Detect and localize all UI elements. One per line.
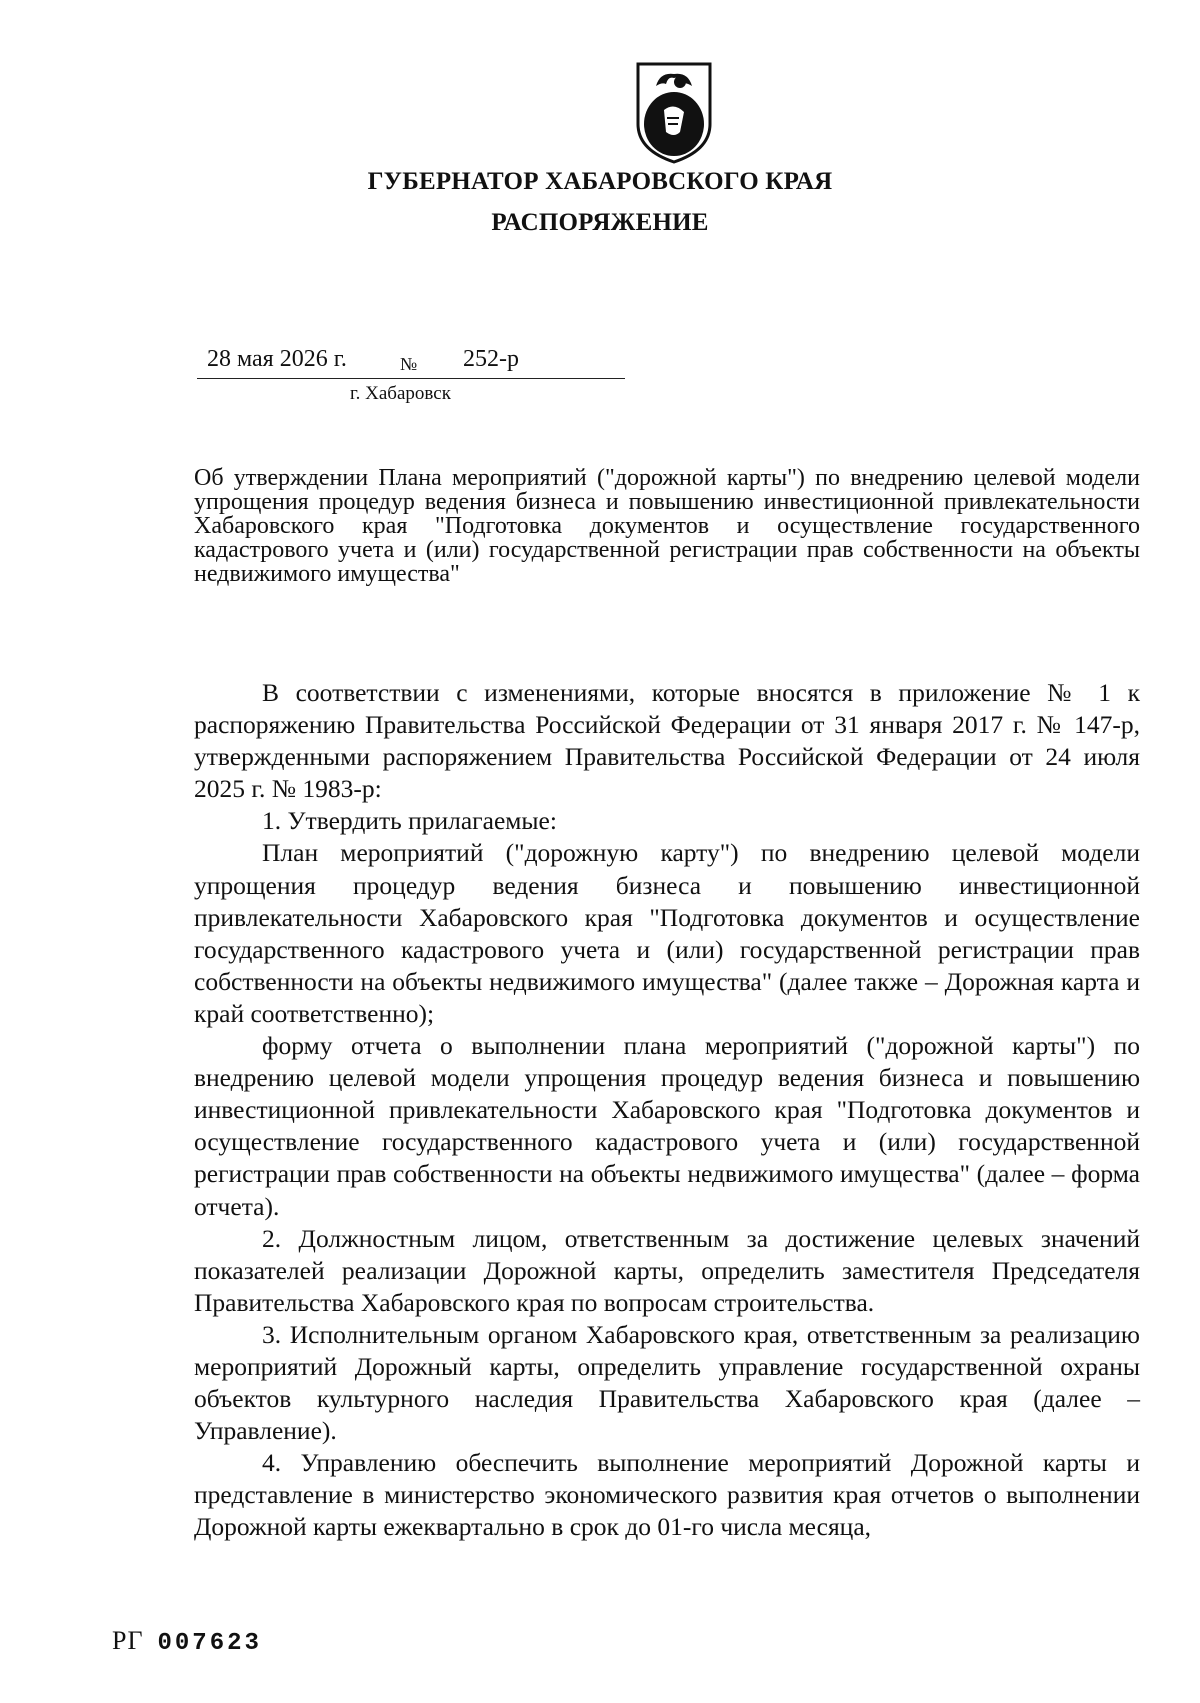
- body-paragraph: 4. Управлению обеспечить выполнение мероприятий Дорожной карты и представление в министерство экономического развития края отчетов о выполнении Дорожной карты ежеквартально в срок до 01-го числа месяца,: [194, 1448, 1140, 1542]
- body-paragraph: 3. Исполнительным органом Хабаровского края, ответственным за реализацию мероприятий Дорожный карты, определить управление государственной охраны объектов культурного наследия Правительства Хабаровского края (далее – Управление).: [194, 1319, 1140, 1446]
- authority-title: ГУБЕРНАТОР ХАБАРОВСКОГО КРАЯ: [367, 168, 833, 195]
- document-type-title: РАСПОРЯЖЕНИЕ: [491, 209, 709, 236]
- date-underline: [197, 378, 625, 379]
- body-paragraph: форму отчета о выполнении плана мероприятий ("дорожной карты") по внедрению целевой модели упрощения процедур ведения бизнеса и повышению инвестиционной привлекательности Хабаровского края "Подготовка документов и осуществление государственного кадастрового учета и (или) государственной регистрации прав собственности на объекты недвижимого имущества" (далее – форма отчета).: [194, 1031, 1140, 1221]
- document-body: [194, 677, 1140, 1544]
- coat-of-arms-icon: [634, 62, 714, 164]
- form-series: РГ: [112, 1626, 144, 1655]
- document-city: г. Хабаровск: [350, 383, 451, 404]
- body-paragraph: План мероприятий ("дорожную карту") по внедрению целевой модели упрощения процедур ведения бизнеса и повышению инвестиционной привлекательности Хабаровского края "Подготовка документов и осуществление государственного кадастрового учета и (или) государственной регистрации прав собственности на объекты недвижимого имущества" (далее также – Дорожная карта и край соответственно);: [194, 838, 1140, 1028]
- form-serial: [112, 1626, 262, 1657]
- date-number-row: [205, 346, 625, 376]
- document-number: 252-р: [463, 346, 519, 372]
- number-sign: №: [400, 354, 418, 374]
- body-paragraph: 1. Утвердить прилагаемые:: [262, 806, 557, 836]
- form-serial-number: 007623: [157, 1630, 262, 1657]
- document-subject: Об утверждении Плана мероприятий ("дорожной карты") по внедрению целевой модели упрощения процедур ведения бизнеса и повышению инвестиционной привлекательности Хабаровского края "Подготовка документов и осуществление государственного кадастрового учета и (или) государственной регистрации прав собственности на объекты недвижимого имущества": [194, 465, 1140, 587]
- document-date: 28 мая 2026 г.: [207, 346, 347, 372]
- body-paragraph: В соответствии с изменениями, которые вносятся в приложение № 1 к распоряжению Правительства Российской Федерации от 31 января 2017 г. № 147-р, утвержденными распоряжением Правительства Российской Федерации от 24 июля 2025 г. № 1983-р:: [194, 678, 1140, 804]
- body-paragraph: 2. Должностным лицом, ответственным за достижение целевых значений показателей реализации Дорожной карты, определить заместителя Председателя Правительства Хабаровского края по вопросам строительства.: [194, 1223, 1140, 1317]
